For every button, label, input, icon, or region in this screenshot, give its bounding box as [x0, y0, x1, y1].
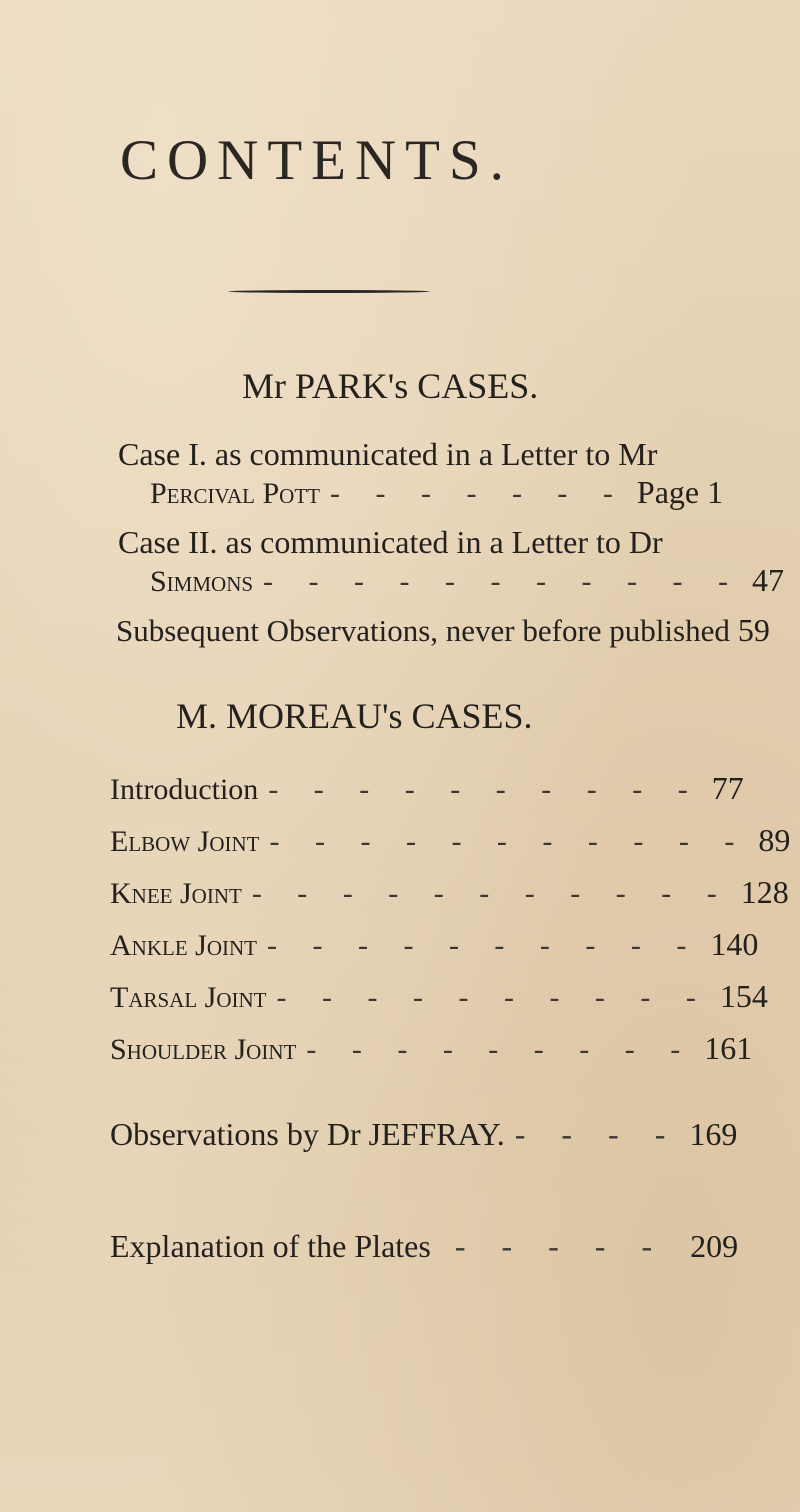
park-section-heading: Mr PARK's CASES. [242, 366, 539, 406]
moreau-entry-page: 140 [710, 926, 759, 962]
moreau-entry-page: 89 [758, 822, 791, 858]
moreau-entry-label: Knee Joint [110, 877, 242, 910]
moreau-entry-label: Tarsal Joint [110, 981, 267, 1014]
park-case2-leader: - - - - - - - - - - - [263, 565, 742, 598]
jeffray-page: 169 [689, 1116, 738, 1152]
moreau-entry-label: Ankle Joint [110, 929, 257, 962]
park-case1-entry[interactable] [150, 474, 724, 514]
moreau-entry-label: Shoulder Joint [110, 1033, 297, 1066]
plates-page: 209 [690, 1228, 739, 1264]
jeffray-label: Observations by Dr JEFFRAY. [110, 1116, 505, 1152]
moreau-entry-leader: - - - - - - - - - - [266, 929, 701, 962]
plates-entry[interactable] [110, 1228, 739, 1268]
park-case2-entry[interactable] [150, 562, 784, 602]
park-case1-leader: - - - - - - - [329, 477, 627, 510]
park-case2-page: 47 [751, 562, 784, 598]
plates-label: Explanation of the Plates [110, 1228, 431, 1264]
moreau-entry-leader: - - - - - - - - - [306, 1033, 695, 1066]
moreau-entry-leader: - - - - - - - - - - [268, 773, 702, 806]
moreau-entry[interactable] [110, 926, 759, 966]
moreau-entry-page: 161 [704, 1030, 753, 1066]
page-title: CONTENTS. [120, 129, 513, 192]
moreau-entry-leader: - - - - - - - - - - [276, 981, 710, 1014]
moreau-entry[interactable] [110, 1030, 753, 1070]
park-case1-name: Percival Pott [150, 477, 320, 510]
moreau-entry-label: Introduction [110, 773, 259, 806]
moreau-entry-page: 154 [719, 978, 768, 1014]
moreau-entry-page: 77 [711, 770, 744, 806]
jeffray-leader: - - - - [514, 1116, 680, 1152]
moreau-entry[interactable] [110, 978, 768, 1018]
moreau-entry-label: Elbow Joint [110, 825, 260, 858]
plates-leader: - - - - - [454, 1228, 667, 1264]
moreau-entry-page: 128 [740, 874, 789, 910]
moreau-entry[interactable] [110, 874, 789, 914]
jeffray-entry[interactable] [110, 1116, 738, 1156]
park-case2-name: Simmons [150, 565, 254, 598]
moreau-entry-leader: - - - - - - - - - - - [269, 825, 749, 858]
park-case2-line1: Case II. as communicated in a Letter to Dr [118, 524, 663, 560]
moreau-entry[interactable] [110, 770, 744, 810]
moreau-section-heading: M. MOREAU's CASES. [176, 696, 533, 736]
title-rule [228, 290, 430, 293]
moreau-entry-leader: - - - - - - - - - - - [251, 877, 731, 910]
moreau-entry[interactable] [110, 822, 791, 862]
park-subsequent-page: 59 [737, 612, 770, 648]
park-case1-line1: Case I. as communicated in a Letter to Mr [118, 436, 658, 472]
park-subsequent-entry[interactable] [116, 612, 770, 652]
park-case1-page: Page 1 [636, 474, 724, 510]
park-subsequent-label: Subsequent Observations, never before published [116, 613, 730, 648]
